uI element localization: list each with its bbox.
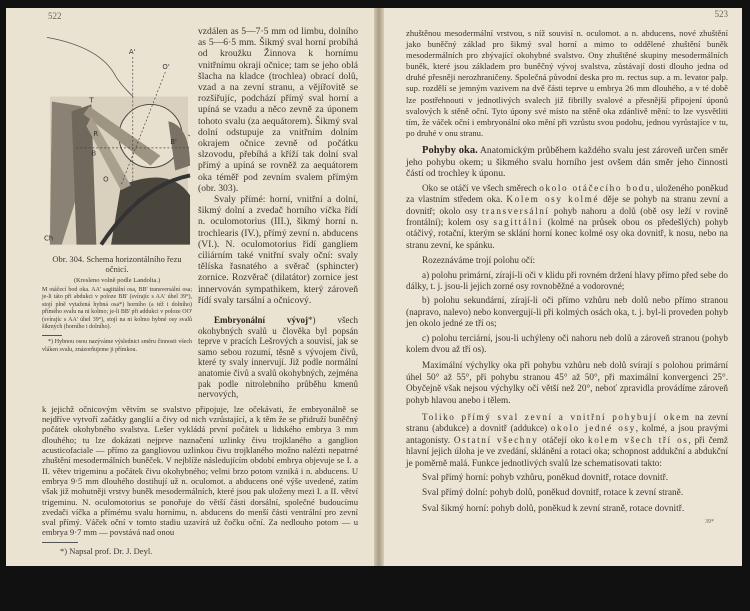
figure-label-o: O — [103, 175, 109, 184]
figure-label-b: B — [91, 149, 97, 158]
section-heading: Pohyby oka. — [422, 144, 478, 156]
paragraph: Maximální výchylky oka při pohybu vzhůru neb dolů svírají s polohou primární úhel 50° až 55°, při pohybu stranou 45° až 50°, při maximální konvergenci 25°. Obyčejně však nejsou výchylky očí větší než 20°, neboť zpravidla provádíme zároveň pohyb hlavou anebo i tělem. — [406, 360, 728, 405]
figure-footnote: *) Hybnou osou nazýváme výslednici směru činnosti všech vláken svalu, znázorňujeme ji přímkou. — [42, 339, 192, 353]
right-page — [384, 8, 742, 566]
figure-credit: (Kresleno volně podle Landolta.) — [73, 277, 161, 284]
figure-label-t: T — [89, 96, 94, 105]
figure-legend: M otáčecí bod oka. AA' sagittální osa, BB' transversální osa; je-li táto při abdukci v poloze BB' (svírajíc s AA' úhel 39°), stojí plně vytažená hybná osa*) horního (a též i dolního) přímého svalu na ni kolmo; je-li BB' při addukci v poloze OO' (svírajíc s AA' úhel 39°), stojí na ni kolmo hybné osy svalů šikmých (horního i dolního). — [42, 287, 192, 331]
figure-label-a-prime: A' — [128, 48, 136, 57]
list-item: c) polohu terciární, jsou-li uchýleny oči nahoru neb dolů a zároveň stranou (pohyb kolem dvou až tří os). — [406, 332, 728, 354]
section-heading: Embryonální vývoj — [214, 315, 309, 326]
divider — [42, 335, 62, 336]
figure-orbit-section — [42, 26, 192, 248]
list-item: Sval přímý horní: pohyb vzhůru, poněkud dovnitř, rotace dovnitř. — [422, 473, 669, 484]
paragraph: Rozeznáváme trojí polohu očí: — [422, 255, 536, 266]
book-gutter — [374, 8, 384, 566]
signature-mark: 39* — [705, 519, 714, 526]
paragraph: Pohyby oka. Anatomickým průběhem každého svalu jest zároveň určen směr jeho pohybu okem; u šikmého svalu horního jest ovšem dán směr jeho činnosti částí od trochley k úponu. — [406, 144, 729, 180]
divider — [42, 542, 78, 543]
text-full-width — [42, 404, 358, 556]
figure-block — [42, 26, 192, 400]
figure-caption: Obr. 304. Schema horizontálního řezu očnicí. — [52, 254, 182, 274]
paragraph: Svaly přímé: horní, vnitřní a dolní, šikmý dolní a zvedač horního víčka řídí n. oculomotorius (III.), šikmý horní n. trochlearis (IV.), přímý zevní n. abducens (VI.). N. oculomotorius řídí gangliem ciliárním také vnitřní svaly oční: svaly tělíska řasnatého a svěrač (sphincter) zornice. Rozvěrač (dilatátor) zornice jest innervován sympathikem, který zároveň řídí svaly tarsální a očnicový. — [198, 194, 359, 306]
list-item: a) polohu primární, zírají-li oči v klidu při rovném držení hlavy přímo před sebe do dálky, t. j. jsou-li jejich zorné osy rovnoběžné a vodorovné; — [406, 269, 728, 291]
paragraph: k jejichž očnicovým větvím se svalstvo připojuje, lze očekávati, že embryonálně se nejdříve vytvoří začátky ganglií a čivy od nich vzrůstající, a k těm že se přidruží buněčný počátek okohybného svalstva. Lešer vykládá první počátek u lidského embrya 3 mm dlouhého; tu lze dokázati nejprve naznačení uzlinky čivu trojklaného a ganglion acusticofaciale — přímo za gangliovou uzlinkou čivu trojklaného možno nalézti nepatrné zhuštění mesodermálních buněček. V nejblíže následujícím období embrya objevuje se I. a II. větev trigeminu a počátek čivu okohybného; velmi brzo potom vzniká i n. abducens. U embrya 9·5 mm dlouhého dostihují už n. oculomot. a abducens oné výše uvedené, zatím však již mohutněji vrstvy buněk mesodermálních, které jsou pak uloženy mezi I. a II. větví trigeminu. N. oculomotorius se ponořuje do větší části dorsální, společné budoucímu zvedači víčka a přímému svalu hornímu, n. abducens do menší části ventrální pro zevní sval přímý. Váček oční v tomto stadiu uzavírá už čočku oční. Za nedlouho potom — u embrya 9·7 mm — povstává nad onou — [42, 403, 359, 538]
list-item: b) polohu sekundární, zírají-li oči přímo vzhůru neb dolů nebo přímo stranou (napravo, nalevo) nebo konvergují-li při kolmých osách oka, t. j. byl-li proveden pohyb jen okolo jedné ze tří os; — [406, 295, 728, 329]
paragraph: zhuštěnou mesodermální vrstvou, s níž souvisí n. oculomot. a n. abducens, nové zhuštění jako buněčný základ pro šikmý sval horní a mimo to oddělené zhuštění buněk mesodermálních pro zbývající okohybné svalstvo. Ony zhuštěné skupiny mesodermálních buněk, které jsou základem pro buněčný vývoj svalstva, zůstávají dosti dlouho jedna od druhé přesněji nerozhraničeny. Společná původní deska pro m. rectus sup. a m. levator palp. sup. rozdělí se jemným vazivem na dvě části teprve u embrya 26 mm dlouhého, a v té době lze postřehnouti v jednotlivých svalech již fibrilly svalové a přesnější připojení úponů svalových k stěně oční. Tyto úpony své místo na stěně oka zdánlivě mění: to lze vysvětliti tím, že váček oční i embryonální oko mění při vzrůstu svou podobu, jednou vyrůstajíce v tu, po druhé v onu stranu. — [406, 28, 728, 138]
footnote: *) Napsal prof. Dr. J. Deyl. — [60, 545, 153, 556]
figure-label-a: A — [135, 197, 141, 206]
figure-label-ch: Ch — [43, 234, 54, 243]
paragraph: Toliko přímý sval zevní a vnitřní pohybují okem na zevní stranu (abdukce) a dovnitř (addukce) okolo jedné osy, kolmé, a jsou pravými antagonisty. Ostatní všechny otáčejí oko kolem všech tří os, při čemž hlavní jejich úloha je ve zvedání, sklánění a rotaci oka; schopnost addukční a abdukční je poměrně malá. Funkce jednotlivých svalů lze schematisovati takto: — [406, 412, 728, 468]
figure-caption-block — [42, 254, 192, 354]
page-number: 523 — [714, 9, 728, 19]
page-number: 522 — [48, 11, 62, 21]
top-section — [42, 26, 358, 400]
text-column — [198, 26, 358, 400]
figure-label-r: R — [93, 130, 99, 139]
list-item: Sval šikmý horní: pohyb dolů, poněkud k zevní straně, rotace dovnitř. — [422, 503, 685, 514]
list-item: Sval přímý dolní: pohyb dolů, poněkud dovnitř, rotace k zevní straně. — [422, 488, 684, 499]
figure-label-b-prime: B' — [170, 137, 177, 146]
paragraph: vzdálen as 5—7·5 mm od limbu, dolního as 5—6·5 mm. Šikmý sval horní probíhá od kroužku Žinnova k hornímu vnitřnímu okraji očnice; tam se jeho oblá šlacha na kladce (trochlea) obrací dolů, vzad a na zevní stranu, a vějířovitě se rozšiřujíc, podchází přímý sval horní a upíná se vzadu a něco zevně za úponem tohoto svalu (za aequátorem). Šikmý sval dolní odstupuje za vnitřním dolním okrajem očnice zevně od počátku slzovodu, přebíhá a kříží tak dolní sval přímý a upíná se rovněž za aequátorem oka téměř pod zevním svalem přímým (obr. 303). — [198, 26, 359, 194]
left-page — [6, 8, 374, 566]
paragraph-embryo-start: Embryonální vývoj*) všech okohybných svalů u člověka byl popsán teprve v pracích Lešrových a souvisí, jak se samo sebou rozumí, těsně s vývojem čivů, které ty svaly innervují. Již podle normální anatomie čivů a svalů okohybných, zejména pak podle nitrolebního průběhu kmenů nervových, — [198, 315, 359, 400]
paragraph: Oko se otáčí ve všech směrech okolo otáčecího bodu, uloženého poněkud za vlastním středem oka. Kolem osy kolmé děje se pohyb na stranu zevní a dovnitř; okolo osy transversální pohyb nahoru a dolů (obě osy leží v rovině frontální); kolem osy sagittální (kolmé na průsek obou os předešlých) pohyb otáčivý, rotační, kterým se sklání horní konec kolmé osy oka dovnitř, k nosu, nebo na stranu zevní, ke spánku. — [406, 182, 728, 250]
text-column — [406, 28, 728, 515]
figure-label-o-prime: O' — [162, 62, 170, 71]
